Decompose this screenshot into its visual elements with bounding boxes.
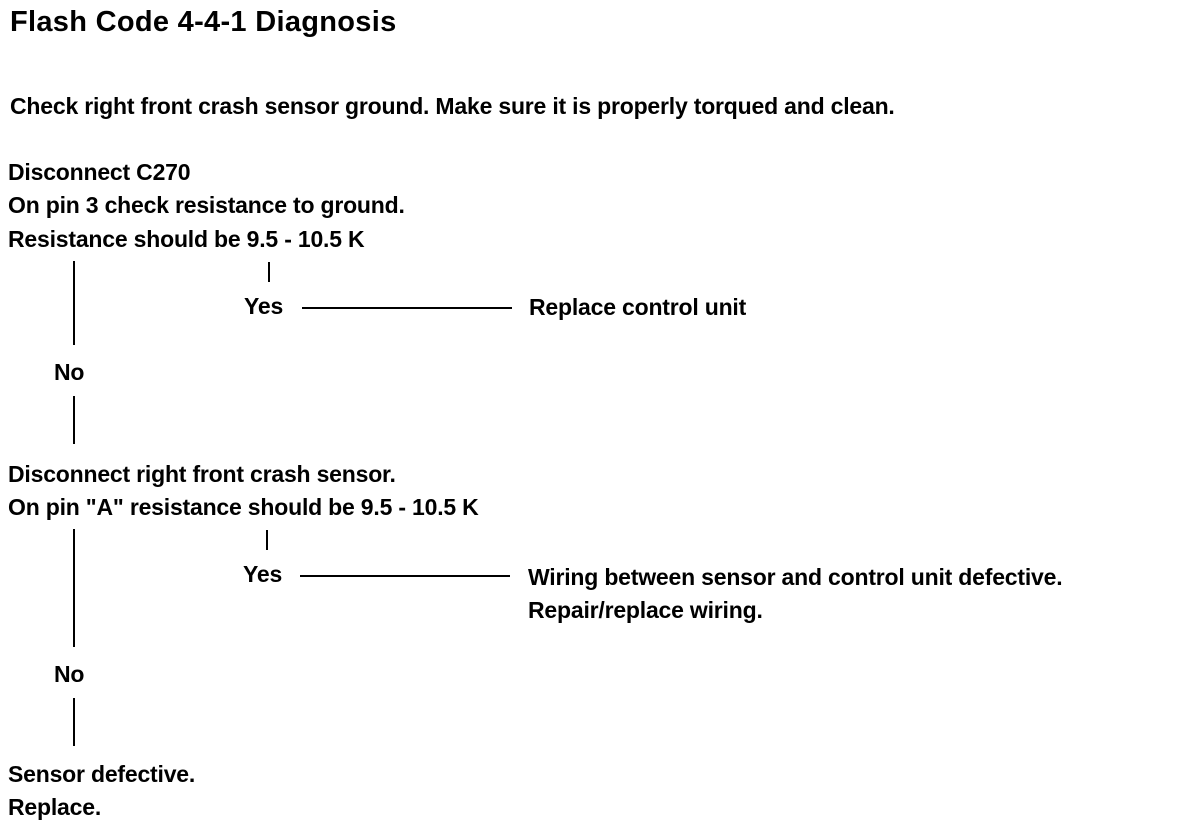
final-result-line-2: Replace. — [8, 794, 102, 820]
step-2-yes-label: Yes — [243, 561, 283, 587]
step-1-line-1: Disconnect C270 — [8, 159, 191, 185]
step-2-no-label: No — [54, 661, 85, 687]
step-1-yes-label: Yes — [244, 293, 284, 319]
step-1-no-connector-lower — [73, 396, 75, 444]
step-1-no-connector-upper — [73, 261, 75, 345]
step-1-line-2: On pin 3 check resistance to ground. — [8, 192, 405, 218]
page-title: Flash Code 4-4-1 Diagnosis — [10, 6, 397, 38]
step-1-yes-connector — [268, 262, 270, 282]
final-result-line-1: Sensor defective. — [8, 761, 196, 787]
step-1-no-label: No — [54, 359, 85, 385]
step-1-yes-arrow-line — [302, 307, 512, 309]
step-1-yes-result: Replace control unit — [529, 294, 747, 320]
step-2-no-connector-upper — [73, 529, 75, 647]
step-2-yes-result-line-1: Wiring between sensor and control unit defective. — [528, 564, 1063, 590]
step-2-yes-connector — [266, 530, 268, 550]
step-2-yes-result-line-2: Repair/replace wiring. — [528, 597, 763, 623]
step-2-yes-arrow-line — [300, 575, 510, 577]
intro-instruction: Check right front crash sensor ground. Make sure it is properly torqued and clean. — [10, 93, 895, 119]
step-2-line-1: Disconnect right front crash sensor. — [8, 461, 396, 487]
step-2-no-connector-lower — [73, 698, 75, 746]
step-2-line-2: On pin "A" resistance should be 9.5 - 10.5 K — [8, 494, 479, 520]
step-1-line-3: Resistance should be 9.5 - 10.5 K — [8, 226, 365, 252]
